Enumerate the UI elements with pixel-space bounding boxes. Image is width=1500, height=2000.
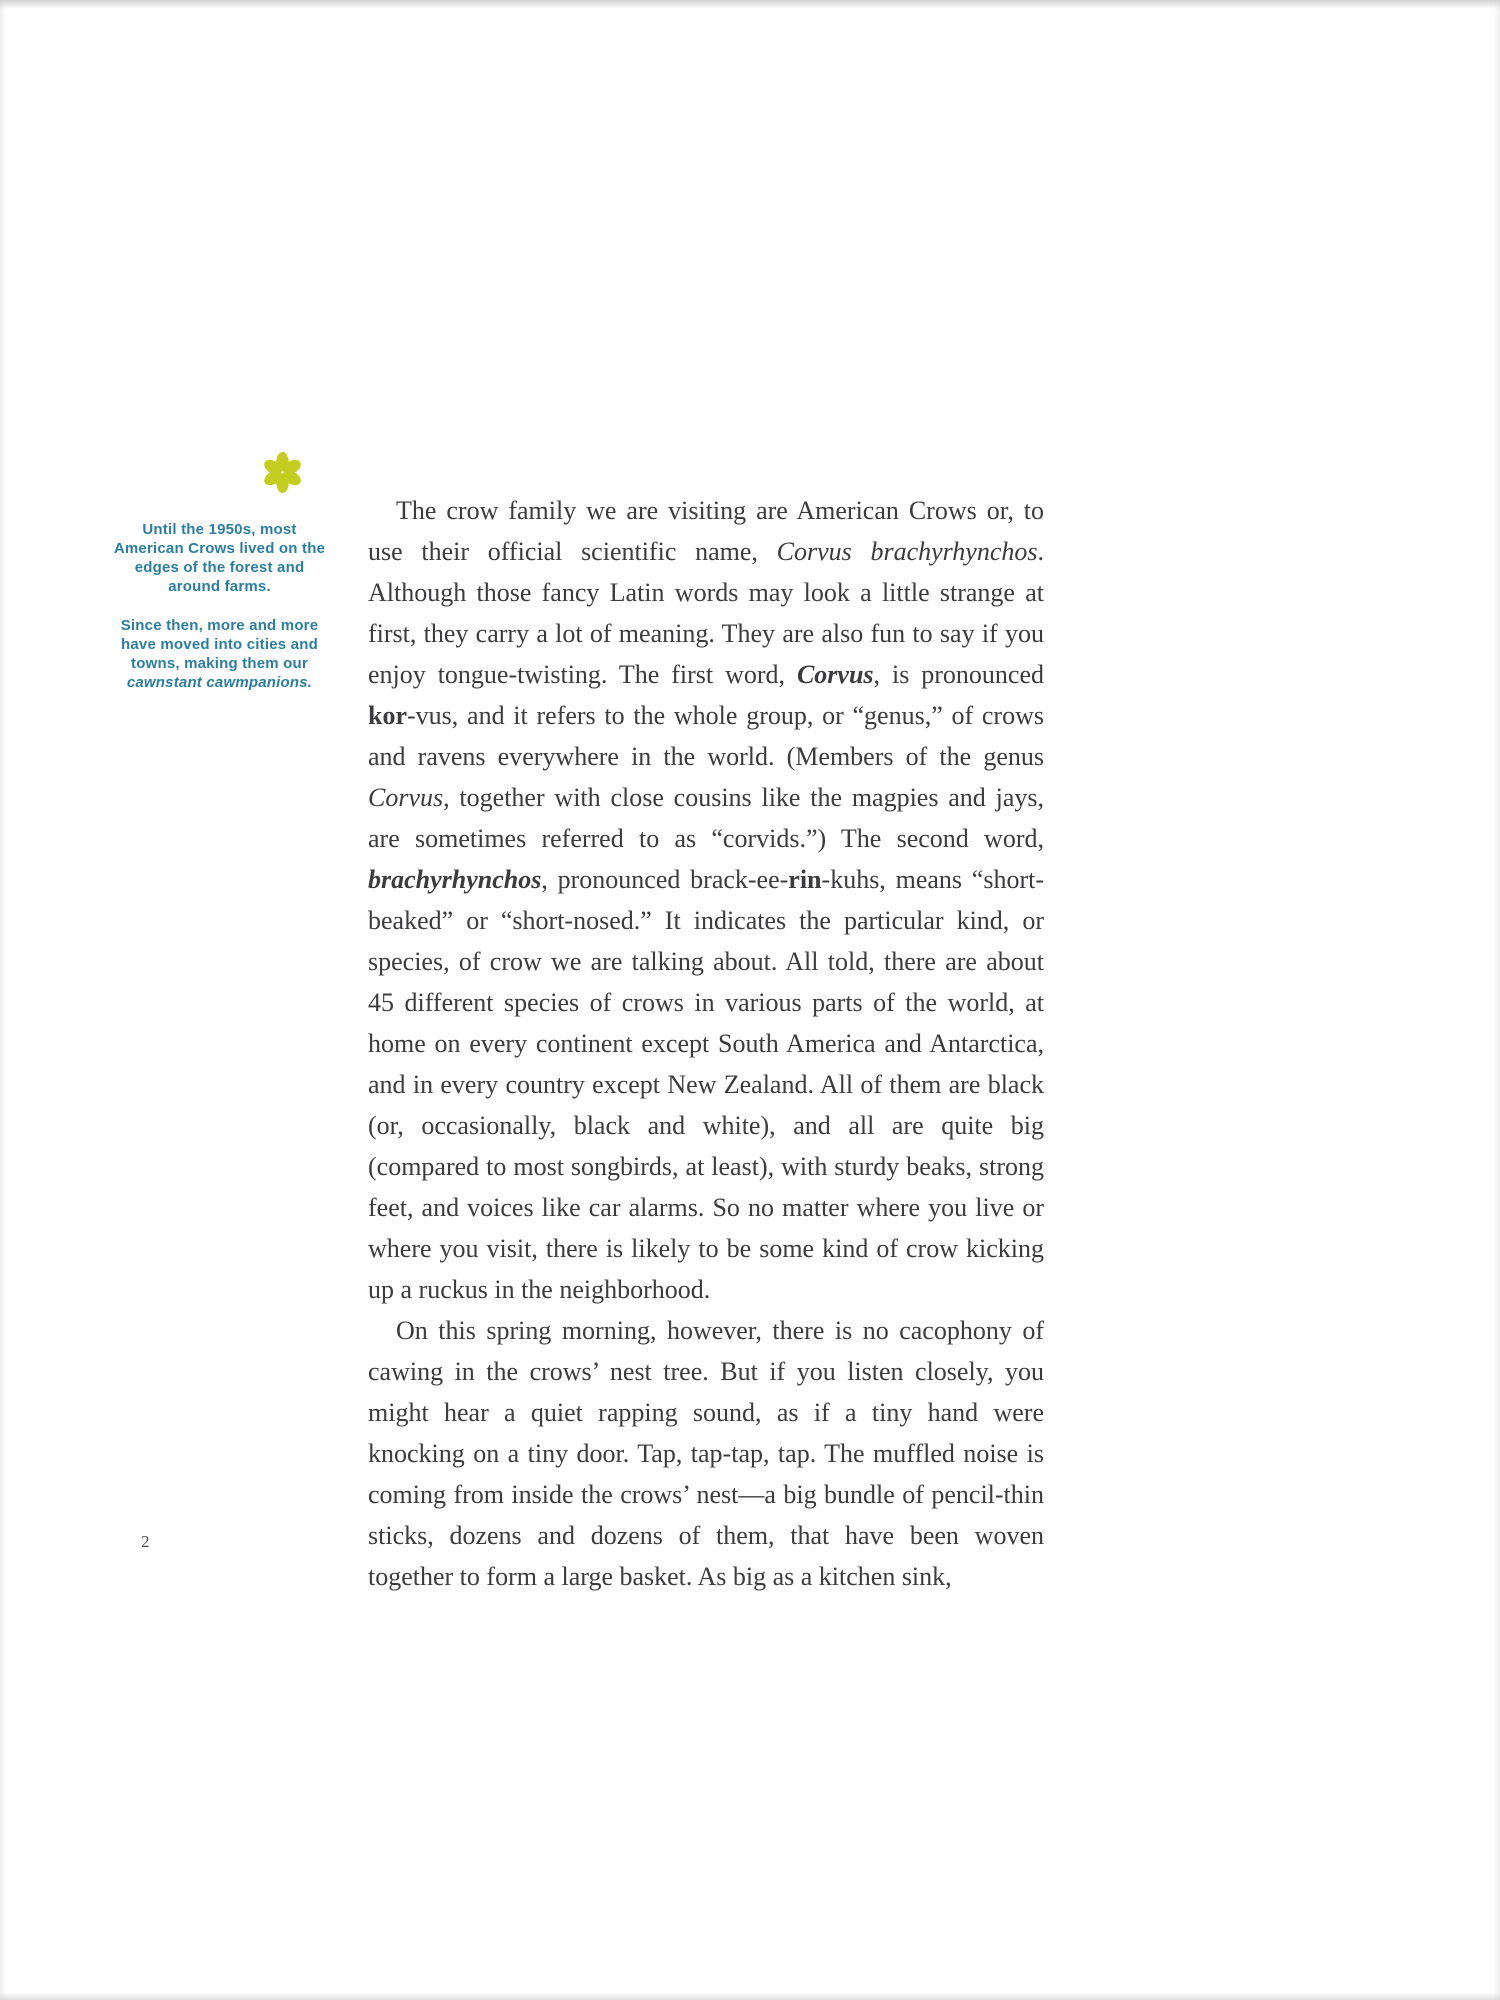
page-edge-left (0, 0, 6, 2000)
page-edge-top (0, 0, 1500, 9)
body-text-column (368, 490, 1044, 1597)
flower-icon (262, 452, 303, 493)
body-paragraph: On this spring morning, however, there is no cacophony of cawing in the crows’ nest tree. But if you listen closely, you might hear a quiet rapping sound, as if a tiny hand were knocking on a tiny door. Tap, tap-tap, tap. The muffled noise is coming from inside the crows’ nest—a big bundle of pencil-thin sticks, dozens and dozens of them, that have been woven together to form a large basket. As big as a kitchen sink, (368, 1316, 1044, 1591)
margin-note (112, 520, 327, 692)
margin-note-paragraph: Since then, more and more have moved into cities and towns, making them our cawnstant cawmpanions. (120, 617, 319, 691)
page-edge-right (1494, 0, 1500, 2000)
margin-note-paragraph: Until the 1950s, most American Crows lived on the edges of the forest and around farms. (113, 521, 326, 595)
page-edge-bottom (0, 1992, 1500, 2000)
body-paragraph: The crow family we are visiting are American Crows or, to use their official scientific name, Corvus brachyrhynchos. Although those fancy Latin words may look a little strange at first, they carry a lot of meaning. They are also fun to say if you enjoy tongue-twisting. The first word, Corvus, is pronounced kor-vus, and it refers to the whole group, or “genus,” of crows and ravens everywhere in the world. (Members of the genus Corvus, together with close cousins like the magpies and jays, are sometimes referred to as “corvids.”) The second word, brachyrhynchos, pronounced brack-ee-rin-kuhs, means “short-beaked” or “short-nosed.” It indicates the particular kind, or species, of crow we are talking about. All told, there are about 45 different species of crows in various parts of the world, at home on every continent except South America and Antarctica, and in every country except New Zealand. All of them are black (or, occasionally, black and white), and all are quite big (compared to most songbirds, at least), with sturdy beaks, strong feet, and voices like car alarms. So no matter where you live or where you visit, there is likely to be some kind of crow kicking up a ruckus in the neighborhood. (368, 496, 1044, 1304)
page-number: 2 (141, 1532, 150, 1551)
